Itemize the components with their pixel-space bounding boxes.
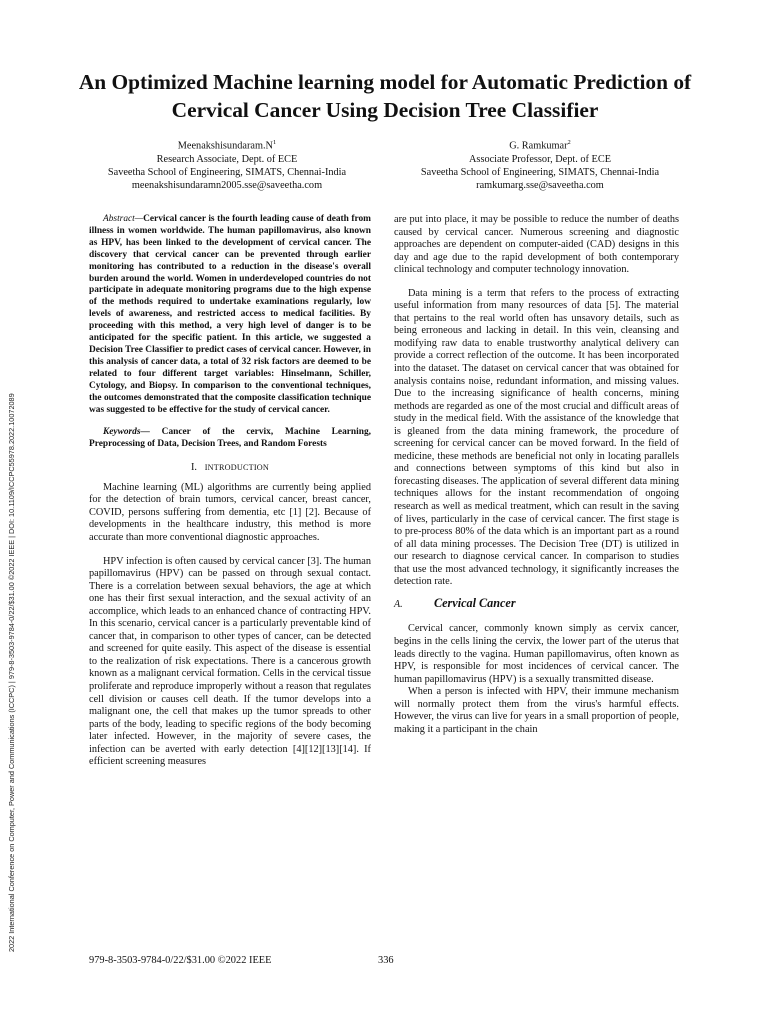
- subsection-heading-cervical-cancer: [394, 597, 679, 612]
- abstract-lead: Abstract—: [103, 214, 144, 224]
- author-email: ramkumarg.sse@saveetha.com: [476, 180, 604, 192]
- author-superscript: 1: [272, 139, 277, 146]
- side-note: [6, 222, 20, 952]
- subsection-title: Cervical Cancer: [434, 595, 516, 610]
- subsection-number: A.: [394, 598, 403, 610]
- author-name: [77, 136, 377, 153]
- section-number: I.: [190, 462, 197, 474]
- abstract-text: Cervical cancer is the fourth leading cause of death from illness in women worldwide. The human papillomavirus, also known as HPV, has been linked to the development of cervical cancer. The discovery that cervical cancer can be prevented through earlier monitoring has contributed to a reduction in the disease's overall burden around the world. Women in underdeveloped countries do not participate in adequate monitoring programs due to the high expense of the methods required to undertake examinations regularly, low levels of awareness, and restricted access to medical facilities. By proceeding with this method, a very high level of danger is to be anticipated for the specific patient. In this article, we suggested a Decision Tree Classifier to predict cases of cervical cancer. However, in this analysis of cancer data, a total of 32 risk factors are deemed to be related to four different target variables: Hinselmann, Schiller, Cytology, and Biopsy. In comparison to the conventional techniques, the outcomes demonstrated that the composite classification technique was suggested to be effective for the study of cervical cancer.: [89, 214, 371, 415]
- body-paragraph: When a person is infected with HPV, their immune mechanism will normally protect them from the virus's harmful effects. However, the virus can live for years in a small proportion of people, making it a participant in the chain: [394, 686, 679, 735]
- paper-title: An Optimized Machine learning model for Automatic Prediction of Cervical Cancer Using Decision Tree Classifier: [78, 70, 692, 122]
- keywords: [89, 427, 371, 451]
- author-name: [390, 136, 690, 153]
- author-block-1: [77, 136, 377, 192]
- keywords-text: Cancer of the cervix, Machine Learning, Preprocessing of Data, Decision Trees, and Random Forests: [89, 427, 371, 450]
- author-block-2: [390, 136, 690, 192]
- author-email: meenakshisundaramn2005.sse@saveetha.com: [131, 180, 323, 192]
- section-title: INTRODUCTION: [204, 463, 269, 473]
- side-note-text: 2022 International Conference on Computer, Power and Communications (ICCPC) | 979-8-3503-9784-0/22/$31.00 ©2022 IEEE | DOI: 10.1109/ICCPC55978.2022.10072089: [7, 393, 16, 952]
- body-paragraph: are put into place, it may be possible to reduce the number of deaths caused by cervical cancer. Numerous screening and diagnostic approaches are dependent on computer-aided (CAD) designs in this day and age due to the rapid development of both contemporary clinical technology and computer technology innovation.: [394, 214, 679, 276]
- author-role: Associate Professor, Dept. of ECE: [469, 153, 611, 165]
- body-paragraph: Data mining is a term that refers to the process of extracting useful information from many resources of data [5]. The material that pertains to the real world often has unsavory details, such as being erroneous and lacking in detail. In this vein, cleansing and modifying raw data to enable trustworthy analytical delivery can provide a correct reflection of the outcome. It has been incorporated into the dataset. The dataset on cervical cancer that was obtained for analysis contains noise, redundant information, and missing values. Due to the increasing significance of health concerns, mining methods are regarded as one of the most crucial and difficult areas of study in the medical field. With the assistance of the knowledge that is gleaned from the data mining framework, the procedure of screening for cervical cancer can be moved forward. In the field of medicine, these methods are beneficial not only in locating parallels and connections between symptoms of this kind but also in forecasting diseases. The application of several different data mining techniques allows for the instant recommendation of ongoing research as well as medical treatment, which can result in the saving of lives, particularly in the case of cervical cancer. The first stage is to pre-process 80% of the data which is an important part as a round of all data mining processes. The Decision Tree (DT) is utilized in our research to diagnose cervical cancer. In comparison to studies that use the most advanced technology, it significantly increases the detection rate.: [394, 287, 679, 588]
- section-heading-introduction: [89, 462, 371, 475]
- right-column: [394, 214, 679, 736]
- keywords-lead: Keywords—: [103, 427, 150, 438]
- footer-isbn: 979-8-3503-9784-0/22/$31.00 ©2022 IEEE: [89, 955, 272, 966]
- abstract: [89, 214, 371, 416]
- body-paragraph: Machine learning (ML) algorithms are currently being applied for the detection of brain tumors, cervical cancer, breast cancer, COVID, persons suffering from dementia, etc [1] [2]. Because of developments in the healthcare industry, this method is more accurate than more conventional diagnostic approaches.: [89, 481, 371, 543]
- body-paragraph: HPV infection is often caused by cervical cancer [3]. The human papillomavirus (HPV) can be passed on through sexual contact. There is a correlation between sexual behaviors, the age at which one has their first sexual interaction, and the sexual activity of an accomplice, which leads to an enhanced chance of contracting HPV. In this scenario, cervical cancer is a particularly preventable kind of cancer that, in comparison to other types of cancer, can be detected and screened for quite easily. This aspect of the disease is essential to the realization of risk expectations. There is a cancerous growth known as a malignant cervical formation. Cells in the cervical tissue proliferate and reproduce improperly without a reason that regulates cell division or causes cell death. If the tumor develops into a malignant one, the cell that makes up the tumor spreads to other parts of the body, leading to specific regions of the body becoming later infected. However, in the majority of severe cases, the infection can be averted with early detection [4][12][13][14]. If efficient screening measures: [89, 555, 371, 768]
- author-superscript: 2: [567, 139, 571, 146]
- body-paragraph: Cervical cancer, commonly known simply as cervix cancer, begins in the cells lining the cervix, the lower part of the uterus that leads directly to the vagina. Human papillomavirus, often known as HPV, is responsible for most incidences of cervical cancer. The human papillomavirus (HPV) is a sexually transmitted disease.: [394, 623, 679, 685]
- page-number: 336: [378, 955, 394, 966]
- left-column: [89, 214, 371, 769]
- author-affiliation: Saveetha School of Engineering, SIMATS, Chennai-India: [420, 166, 660, 178]
- author-name-text: Meenakshisundaram.N: [177, 140, 273, 152]
- author-name-text: G. Ramkumar: [509, 140, 568, 152]
- author-role: Research Associate, Dept. of ECE: [156, 153, 298, 165]
- author-affiliation: Saveetha School of Engineering, SIMATS, Chennai-India: [107, 166, 347, 178]
